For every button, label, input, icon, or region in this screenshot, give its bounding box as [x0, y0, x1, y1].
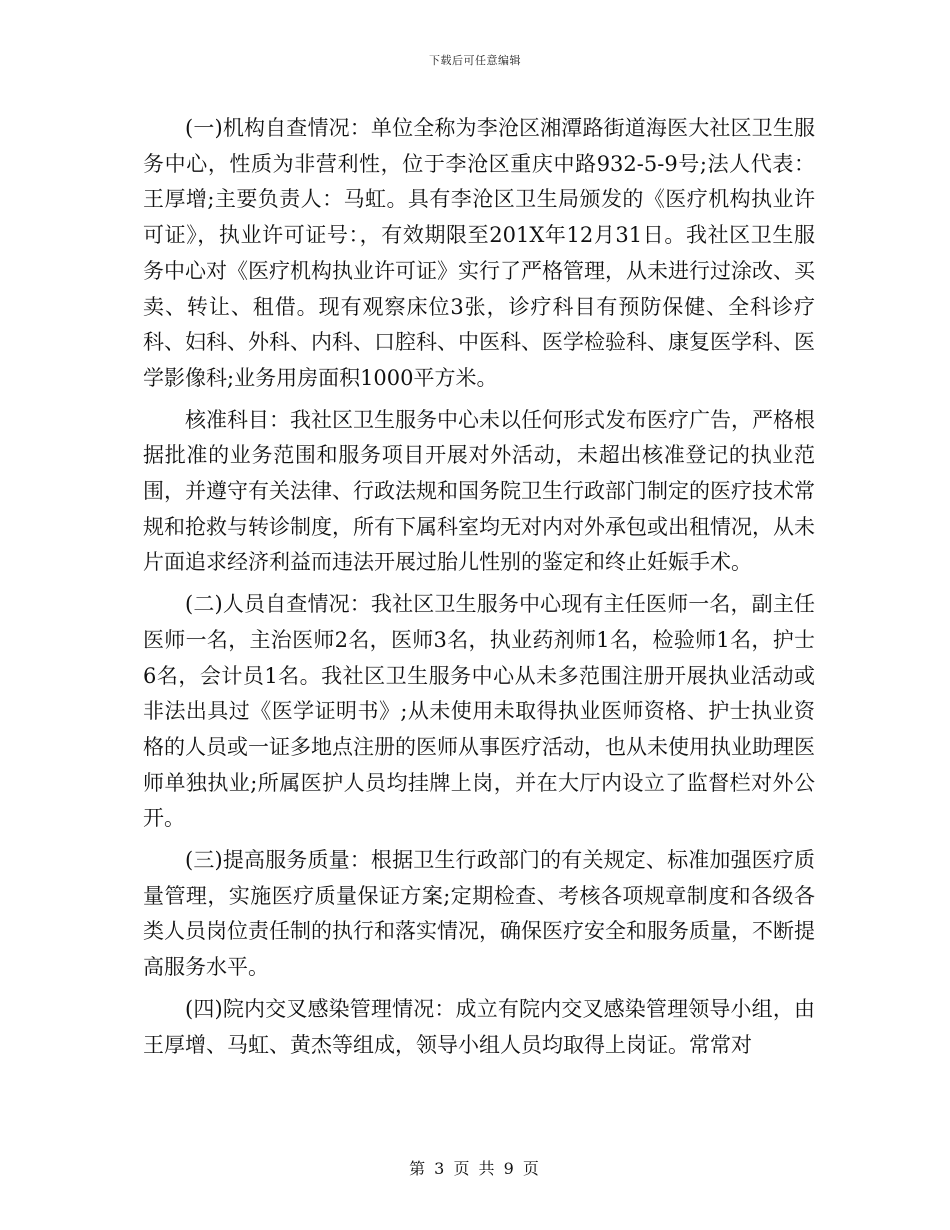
paragraph-approved-subjects: 核准科目：我社区卫生服务中心未以任何形式发布医疗广告，严格根据批准的业务范围和服务项目开展对外活动，未超出核准登记的执业范围，并遵守有关法律、行政法规和国务院卫生行政部门制定的医疗技术常规和抢救与转诊制度，所有下属科室均无对内对外承包或出租情况，从未片面追求经济利益而违法开展过胎儿性别的鉴定和终止妊娠手术。: [143, 407, 815, 575]
document-body: [143, 111, 815, 1069]
page-header: 下载后可任意编辑: [429, 54, 521, 67]
paragraph-personnel-self-check: (二)人员自查情况：我社区卫生服务中心现有主任医师一名，副主任医师一名，主治医师2名，医师3名，执业药剂师1名，检验师1名，护士6名，会计员1名。我社区卫生服务中心从未多范围注册开展执业活动或非法出具过《医学证明书》;从未使用未取得执业医师资格、护士执业资格的人员或一证多地点注册的医师从事医疗活动，也从未使用执业助理医师单独执业;所属医护人员均挂牌上岗，并在大厅内设立了监督栏对外公开。: [143, 592, 815, 831]
page-number-footer: 第 3 页 共 9 页: [409, 1159, 541, 1178]
paragraph-infection-management: (四)院内交叉感染管理情况：成立有院内交叉感染管理领导小组，由王厚增、马虹、黄杰等组成，领导小组人员均取得上岗证。常常对: [143, 996, 815, 1057]
paragraph-service-quality: (三)提高服务质量：根据卫生行政部门的有关规定、标准加强医疗质量管理，实施医疗质量保证方案;定期检查、考核各项规章制度和各级各类人员岗位责任制的执行和落实情况，确保医疗安全和服务质量，不断提高服务水平。: [143, 848, 815, 980]
paragraph-institution-self-check: (一)机构自查情况：单位全称为李沧区湘潭路街道海医大社区卫生服务中心，性质为非营利性，位于李沧区重庆中路932-5-9号;法人代表：王厚增;主要负责人：马虹。具有李沧区卫生局颁发的《医疗机构执业许可证》，执业许可证号：，有效期限至201X年12月31日。我社区卫生服务中心对《医疗机构执业许可证》实行了严格管理，从未进行过涂改、买卖、转让、租借。现有观察床位3张，诊疗科目有预防保健、全科诊疗科、妇科、外科、内科、口腔科、中医科、医学检验科、康复医学科、医学影像科;业务用房面积1000平方米。: [143, 116, 815, 390]
